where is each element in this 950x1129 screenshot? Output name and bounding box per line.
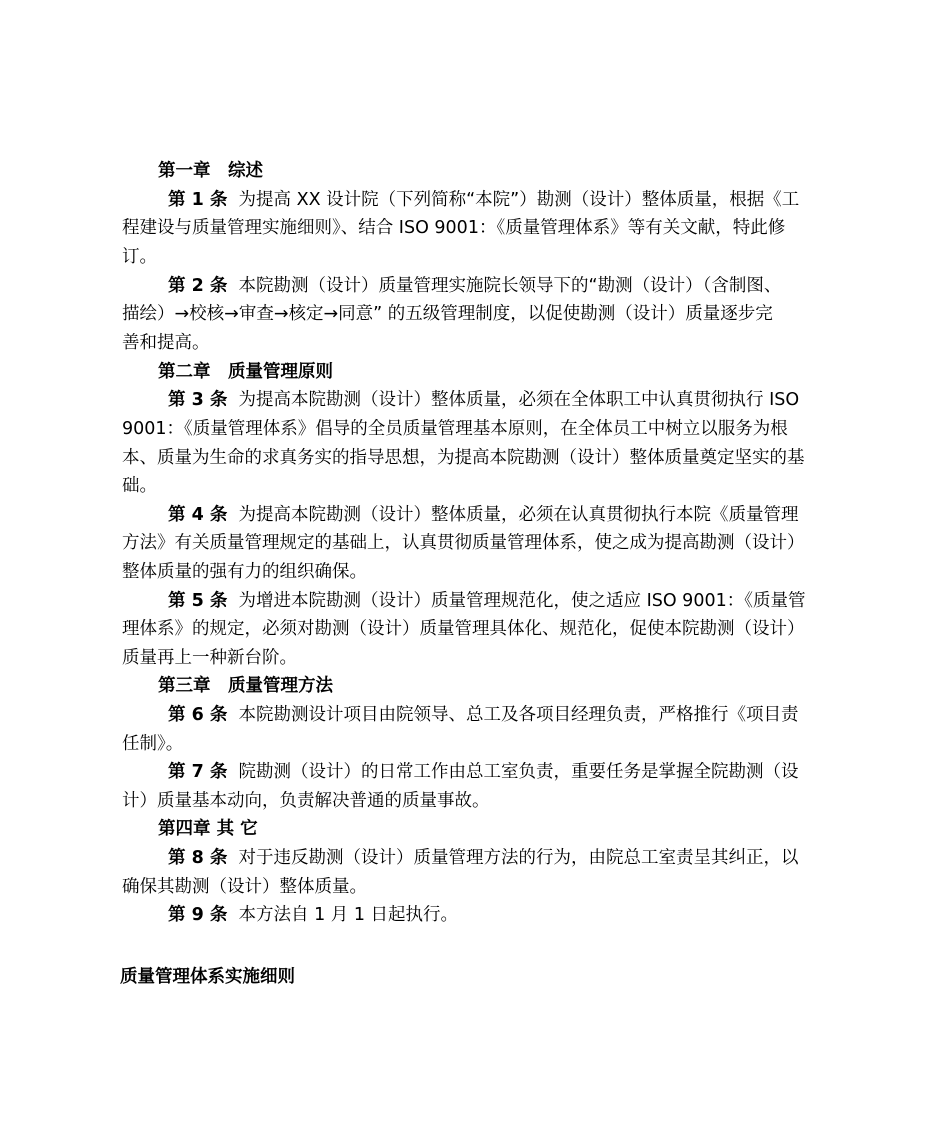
- article-line: [168, 386, 799, 414]
- article-number: 第 9 条: [168, 905, 228, 925]
- article-text: 础。: [122, 476, 157, 496]
- article-text: 程建设与质量管理实施细则》、结合 ISO 9001：《质量管理体系》等有关文献，特此修: [122, 218, 786, 238]
- article-line: [168, 844, 799, 872]
- article-text: 计）质量基本动向，负责解决普通的质量事故。: [122, 791, 490, 811]
- article-text: 理体系》的规定，必须对勘测（设计）质量管理具体化、规范化，促使本院勘测（设计）: [122, 619, 805, 639]
- chapter-heading: 第二章 质量管理原则: [158, 362, 333, 382]
- article-number: 第 8 条: [168, 848, 228, 868]
- article-number: 第 2 条: [168, 276, 228, 296]
- article-number: 第 4 条: [168, 505, 228, 525]
- article-text: 对于违反勘测（设计）质量管理方法的行为，由院总工室责呈其纠正，以: [238, 848, 799, 868]
- article-text: 善和提高。: [122, 333, 210, 353]
- article-text: 方法》有关质量管理规定的基础上，认真贯彻质量管理体系，使之成为提高勘测（设计）: [122, 533, 805, 553]
- article-line: [168, 272, 781, 300]
- article-number: 第 6 条: [168, 705, 228, 725]
- article-line: [168, 901, 458, 929]
- article-text: 9001：《质量管理体系》倡导的全员质量管理基本原则，在全体员工中树立以服务为根: [122, 419, 788, 439]
- article-line: [168, 701, 799, 729]
- section-title: 质量管理体系实施细则: [120, 967, 295, 987]
- article-text: 院勘测（设计）的日常工作由总工室负责，重要任务是掌握全院勘测（设: [238, 762, 799, 782]
- article-line: [168, 587, 805, 615]
- article-line: [168, 186, 799, 214]
- article-text: 整体质量的强有力的组织确保。: [122, 562, 367, 582]
- article-text: 本、质量为生命的求真务实的指导思想，为提高本院勘测（设计）整体质量奠定坚实的基: [122, 448, 805, 468]
- article-number: 第 1 条: [168, 190, 228, 210]
- article-text: 为提高本院勘测（设计）整体质量，必须在认真贯彻执行本院《质量管理: [238, 505, 799, 525]
- article-text: 确保其勘测（设计）整体质量。: [122, 877, 367, 897]
- article-text: 本院勘测（设计）质量管理实施院长领导下的“勘测（设计）（含制图、: [238, 276, 782, 296]
- chapter-heading: 第三章 质量管理方法: [158, 676, 333, 696]
- article-text: 为提高 XX 设计院（下列简称“本院”）勘测（设计）整体质量，根据《工: [238, 190, 800, 210]
- article-text: 描绘）→校核→审查→核定→同意” 的五级管理制度，以促使勘测（设计）质量逐步完: [122, 304, 773, 324]
- article-text: 订。: [122, 247, 157, 267]
- article-text: 为增进本院勘测（设计）质量管理规范化，使之适应 ISO 9001：《质量管: [238, 591, 806, 611]
- article-number: 第 5 条: [168, 591, 228, 611]
- article-number: 第 3 条: [168, 390, 228, 410]
- article-text: 任制》。: [122, 734, 184, 754]
- article-text: 为提高本院勘测（设计）整体质量，必须在全体职工中认真贯彻执行 ISO: [238, 390, 800, 410]
- chapter-heading: 第一章 综述: [158, 161, 263, 181]
- article-text: 质量再上一种新台阶。: [122, 648, 297, 668]
- article-number: 第 7 条: [168, 762, 228, 782]
- article-line: [168, 758, 799, 786]
- article-line: [168, 501, 799, 529]
- chapter-heading: 第四章 其 它: [158, 819, 258, 839]
- article-text: 本方法自 1 月 1 日起执行。: [238, 905, 459, 925]
- article-text: 本院勘测设计项目由院领导、总工及各项目经理负责，严格推行《项目责: [238, 705, 799, 725]
